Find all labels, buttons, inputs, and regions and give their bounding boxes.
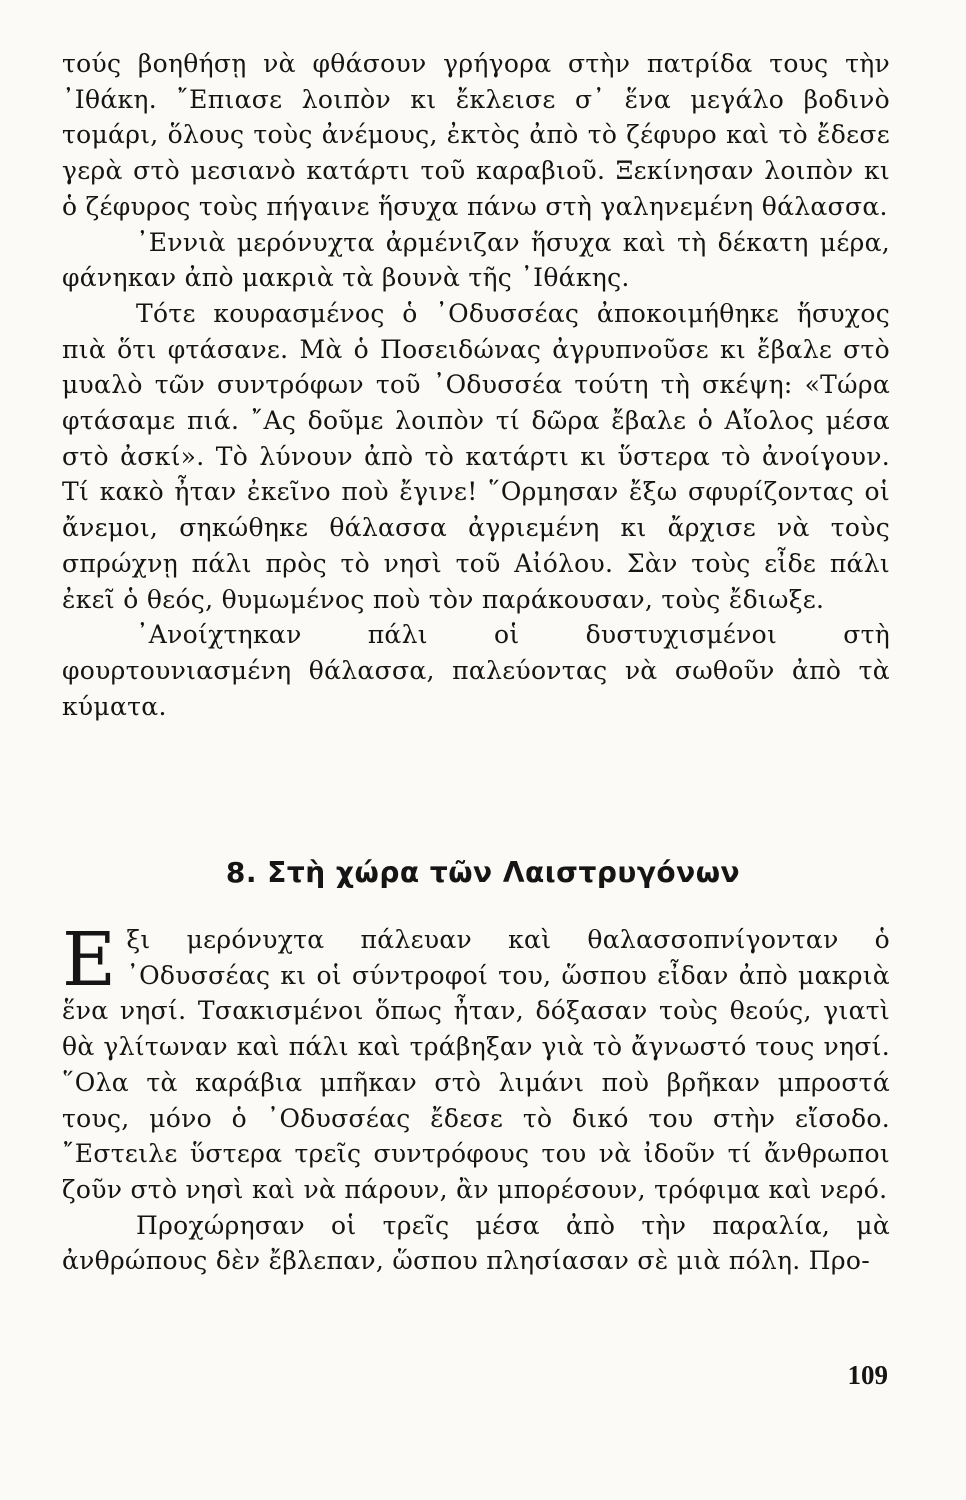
page-number: 109 <box>847 1360 888 1390</box>
paragraph: ᾿Εννιὰ μερόνυχτα ἀρμένιζαν ἥσυχα καὶ τὴ δέκατη μέρα, φάνηκαν ἀπὸ μακριὰ τὰ βουνὰ τῆς ᾿Ιθάκης. <box>62 227 890 293</box>
paragraph: ᾿Ανοίχτηκαν πάλι οἱ δυστυχισμένοι στὴ φουρτουνιασμένη θάλασσα, παλεύοντας νὰ σωθοῦν ἀπὸ τὰ κύματα. <box>62 620 890 721</box>
paragraph: τούς βοηθήσῃ νὰ φθάσουν γρήγορα στὴν πατρίδα τους τὴν ᾿Ιθάκη. ῎Επιασε λοιπὸν κι ἔκλεισε σ᾿ ἕνα μεγάλο βοδινὸ τομάρι, ὅλους τοὺς ἀνέμους, ἐκτὸς ἀπὸ τὸ ζέφυρο καὶ τὸ ἔδεσε γερὰ στὸ μεσιανὸ κατάρτι τοῦ καραβιοῦ. Ξεκίνησαν λοιπὸν κι ὁ ζέφυρος τοὺς πήγαινε ἥσυχα πάνω στὴ γαληνεμένη θάλασσα. <box>62 49 890 221</box>
text-block-after-heading <box>62 917 890 1279</box>
paragraph-text: ξι μερόνυχτα πάλευαν καὶ θαλασσοπνίγονταν ὁ ᾿Οδυσσέας κι οἱ σύντροφοί του, ὥσπου εἶδαν ἀπὸ μακριὰ ἕνα νησί. Τσακισμένοι ὅπως ἦταν, δόξασαν τοὺς θεούς, γιατὶ θὰ γλίτωναν καὶ πάλι καὶ τράβηξαν γιὰ τὸ ἄγνωστό τους νησί. ῞Ολα τὰ καράβια μπῆκαν στὸ λιμάνι ποὺ βρῆκαν μπροστά τους, μόνο ὁ ᾿Οδυσσέας ἔδεσε τὸ δικό του στὴν εἴσοδο. ῎Εστειλε ὕστερα τρεῖς συντρόφους του νὰ ἰδοῦν τί ἄνθρωποι ζοῦν στὸ νησὶ καὶ νὰ πάρουν, ἂν μπορέσουν, τρόφιμα καὶ νερό. <box>62 925 890 1204</box>
dropcap-letter: Ε <box>62 917 117 1003</box>
paragraph-with-dropcap <box>62 917 890 1208</box>
paragraph: Προχώρησαν οἱ τρεῖς μέσα ἀπὸ τὴν παραλία, μὰ ἀνθρώπους δὲν ἔβλεπαν, ὥσπου πλησίασαν σὲ μιὰ πόλη. Προ- <box>62 1210 890 1276</box>
text-block-before-heading <box>62 46 890 724</box>
paragraph: Τότε κουρασμένος ὁ ᾿Οδυσσέας ἀποκοιμήθηκε ἥσυχος πιὰ ὅτι φτάσανε. Μὰ ὁ Ποσειδώνας ἀγρυπνοῦσε κι ἔβαλε στὸ μυαλὸ τῶν συντρόφων τοῦ ᾿Οδυσσέα τούτη τὴ σκέψη: «Τώρα φτάσαμε πιά. ῎Ας δοῦμε λοιπὸν τί δῶρα ἔβαλε ὁ Αἴολος μέσα στὸ ἀσκί». Τὸ λύνουν ἀπὸ τὸ κατάρτι κι ὕστερα τὸ ἀνοίγουν. Τί κακὸ ἦταν ἐκεῖνο ποὺ ἔγινε! ῞Ορμησαν ἔξω σφυρίζοντας οἱ ἄνεμοι, σηκώθηκε θάλασσα ἀγριεμένη κι ἄρχισε νὰ τοὺς σπρώχνῃ πάλι πρὸς τὸ νησὶ τοῦ Αἰόλου. Σὰν τοὺς εἶδε πάλι ἐκεῖ ὁ θεός, θυμωμένος ποὺ τὸν παράκουσαν, τοὺς ἔδιωξε. <box>62 298 890 614</box>
chapter-heading: 8. Στὴ χώρα τῶν Λαιστρυγόνων <box>225 856 741 889</box>
